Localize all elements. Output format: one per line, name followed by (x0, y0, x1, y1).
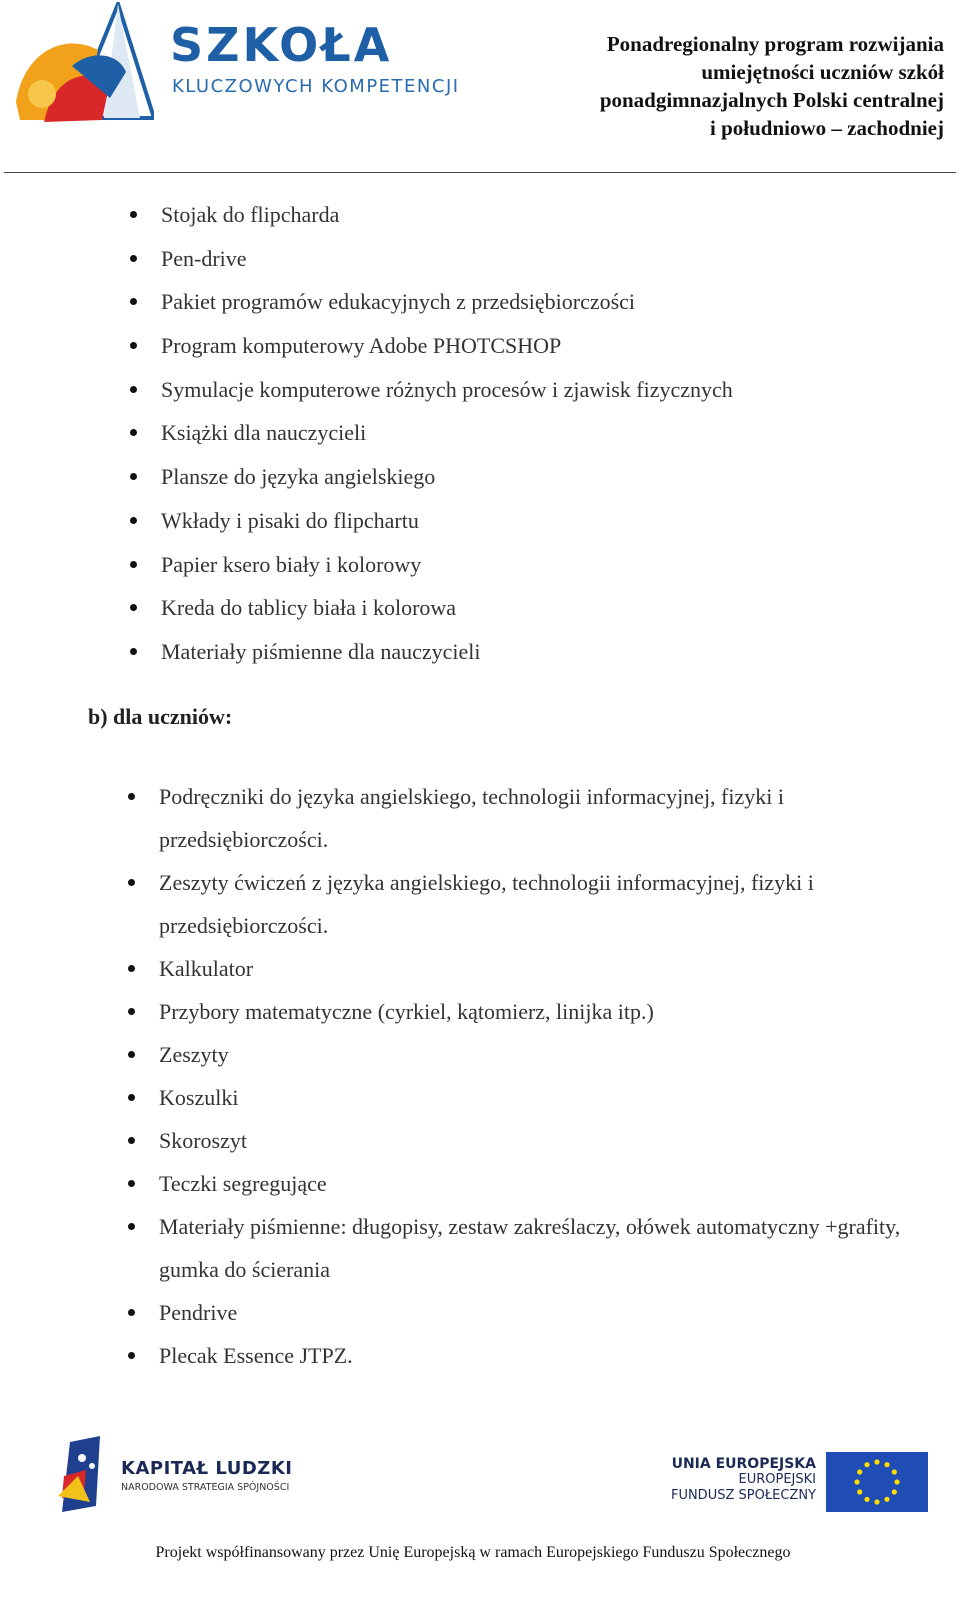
program-title-line: Ponadregionalny program rozwijania (606, 32, 944, 56)
list-item (159, 1334, 919, 1377)
bullet-icon (130, 517, 137, 524)
bullet-icon (130, 342, 137, 349)
list-item (161, 590, 733, 634)
logo-title: SZKOŁA (170, 18, 393, 72)
eu-line: EUROPEJSKI (738, 1472, 816, 1487)
bullet-icon (128, 965, 135, 972)
list-item-text: Zeszyty (159, 1042, 229, 1067)
bullet-icon (130, 211, 137, 218)
bullet-icon (128, 1352, 135, 1359)
list-item (159, 861, 919, 947)
footer-cofinancing-note: Projekt współfinansowany przez Unię Europejską w ramach Europejskiego Funduszu Społecznego (155, 1544, 791, 1561)
list-item-text: Koszulki (159, 1085, 239, 1110)
list-item (161, 372, 733, 416)
list-item-text: Przybory matematyczne (cyrkiel, kątomierz, linijka itp.) (159, 999, 654, 1024)
program-title-line: i południowo – zachodniej (710, 116, 944, 140)
list-item-text: Pen-drive (161, 245, 247, 271)
list-item-text: Podręczniki do języka angielskiego, technologii informacyjnej, fizyki i przedsiębiorczości. (159, 784, 784, 852)
list-item-text: Wkłady i pisaki do flipchartu (161, 507, 419, 533)
eu-title: UNIA EUROPEJSKA (671, 1456, 816, 1472)
list-item (161, 284, 733, 328)
bullet-icon (130, 298, 137, 305)
program-title-line: umiejętności uczniów szkół (701, 60, 944, 84)
bullet-icon (128, 1180, 135, 1187)
bullet-icon (128, 793, 135, 800)
program-title (524, 30, 944, 142)
eu-flag-icon (826, 1452, 928, 1512)
logo-subtitle: KLUCZOWYCH KOMPETENCJI (172, 76, 460, 97)
list-item-text: Kalkulator (159, 956, 254, 981)
bullet-icon (130, 255, 137, 262)
list-item-text: Materiały piśmienne: długopisy, zestaw zakreślaczy, ołówek automatyczny +grafity, gumka do ścierania (159, 1214, 901, 1282)
list-item-text: Kreda do tablicy biała i kolorowa (161, 595, 457, 621)
list-item (159, 1205, 919, 1291)
list-item (161, 241, 733, 285)
section-heading-students: b) dla uczniów: (88, 704, 233, 729)
kapital-ludzki-logo (56, 1436, 356, 1516)
list-item-text: Teczki segregujące (159, 1171, 327, 1196)
list-item-text: Plansze do języka angielskiego (161, 464, 436, 490)
list-item-text: Zeszyty ćwiczeń z języka angielskiego, technologii informacyjnej, fizyki i przedsiębiorczości. (159, 870, 814, 938)
szkola-logo-icon (14, 2, 154, 126)
bullet-icon (130, 473, 137, 480)
list-item-text: Pakiet programów edukacyjnych z przedsiębiorczości (161, 289, 636, 315)
kapital-ludzki-icon (56, 1436, 116, 1516)
list-item-text: Materiały piśmienne dla nauczycieli (161, 638, 481, 664)
list-item (159, 1119, 919, 1162)
bullet-icon (130, 648, 137, 655)
list-item (161, 415, 733, 459)
list-item (159, 775, 919, 861)
student-materials-list (159, 775, 919, 1377)
bullet-icon (128, 1309, 135, 1316)
eu-logo (672, 1452, 932, 1512)
kapital-ludzki-title: KAPITAŁ LUDZKI (121, 1458, 293, 1479)
list-item (161, 328, 733, 372)
program-title-line: ponadgimnazjalnych Polski centralnej (599, 88, 944, 112)
list-item (161, 197, 733, 241)
page-header (0, 0, 960, 176)
list-item (159, 947, 919, 990)
header-divider (4, 172, 956, 173)
list-item-text: Pendrive (159, 1300, 238, 1325)
list-item (159, 990, 919, 1033)
bullet-icon (130, 561, 137, 568)
list-item-text: Stojak do flipcharda (161, 202, 340, 227)
list-item-text: Program komputerowy Adobe PHOTCSHOP (161, 333, 562, 359)
kapital-ludzki-subtitle: NARODOWA STRATEGIA SPÓJNOŚCI (121, 1482, 290, 1493)
eu-text (671, 1456, 816, 1504)
list-item (161, 547, 733, 591)
list-item-text: Papier ksero biały i kolorowy (161, 551, 422, 577)
bullet-icon (130, 604, 137, 611)
list-item (159, 1291, 919, 1334)
eu-line: FUNDUSZ SPOŁECZNY (670, 1488, 816, 1503)
list-item-text: Skoroszyt (159, 1128, 247, 1153)
bullet-icon (128, 1094, 135, 1101)
list-item (159, 1033, 919, 1076)
bullet-icon (128, 1051, 135, 1058)
teacher-materials-list (161, 197, 733, 678)
bullet-icon (128, 1223, 135, 1230)
list-item (161, 459, 733, 503)
list-item (159, 1162, 919, 1205)
bullet-icon (128, 1008, 135, 1015)
list-item (161, 634, 733, 678)
bullet-icon (128, 1137, 135, 1144)
list-item (159, 1076, 919, 1119)
bullet-icon (130, 429, 137, 436)
list-item-text: Symulacje komputerowe różnych procesów i zjawisk fizycznych (161, 376, 733, 402)
list-item-text: Plecak Essence JTPZ. (159, 1343, 353, 1368)
list-item-text: Książki dla nauczycieli (161, 420, 367, 446)
bullet-icon (130, 386, 137, 393)
list-item (161, 503, 733, 547)
bullet-icon (128, 879, 135, 886)
